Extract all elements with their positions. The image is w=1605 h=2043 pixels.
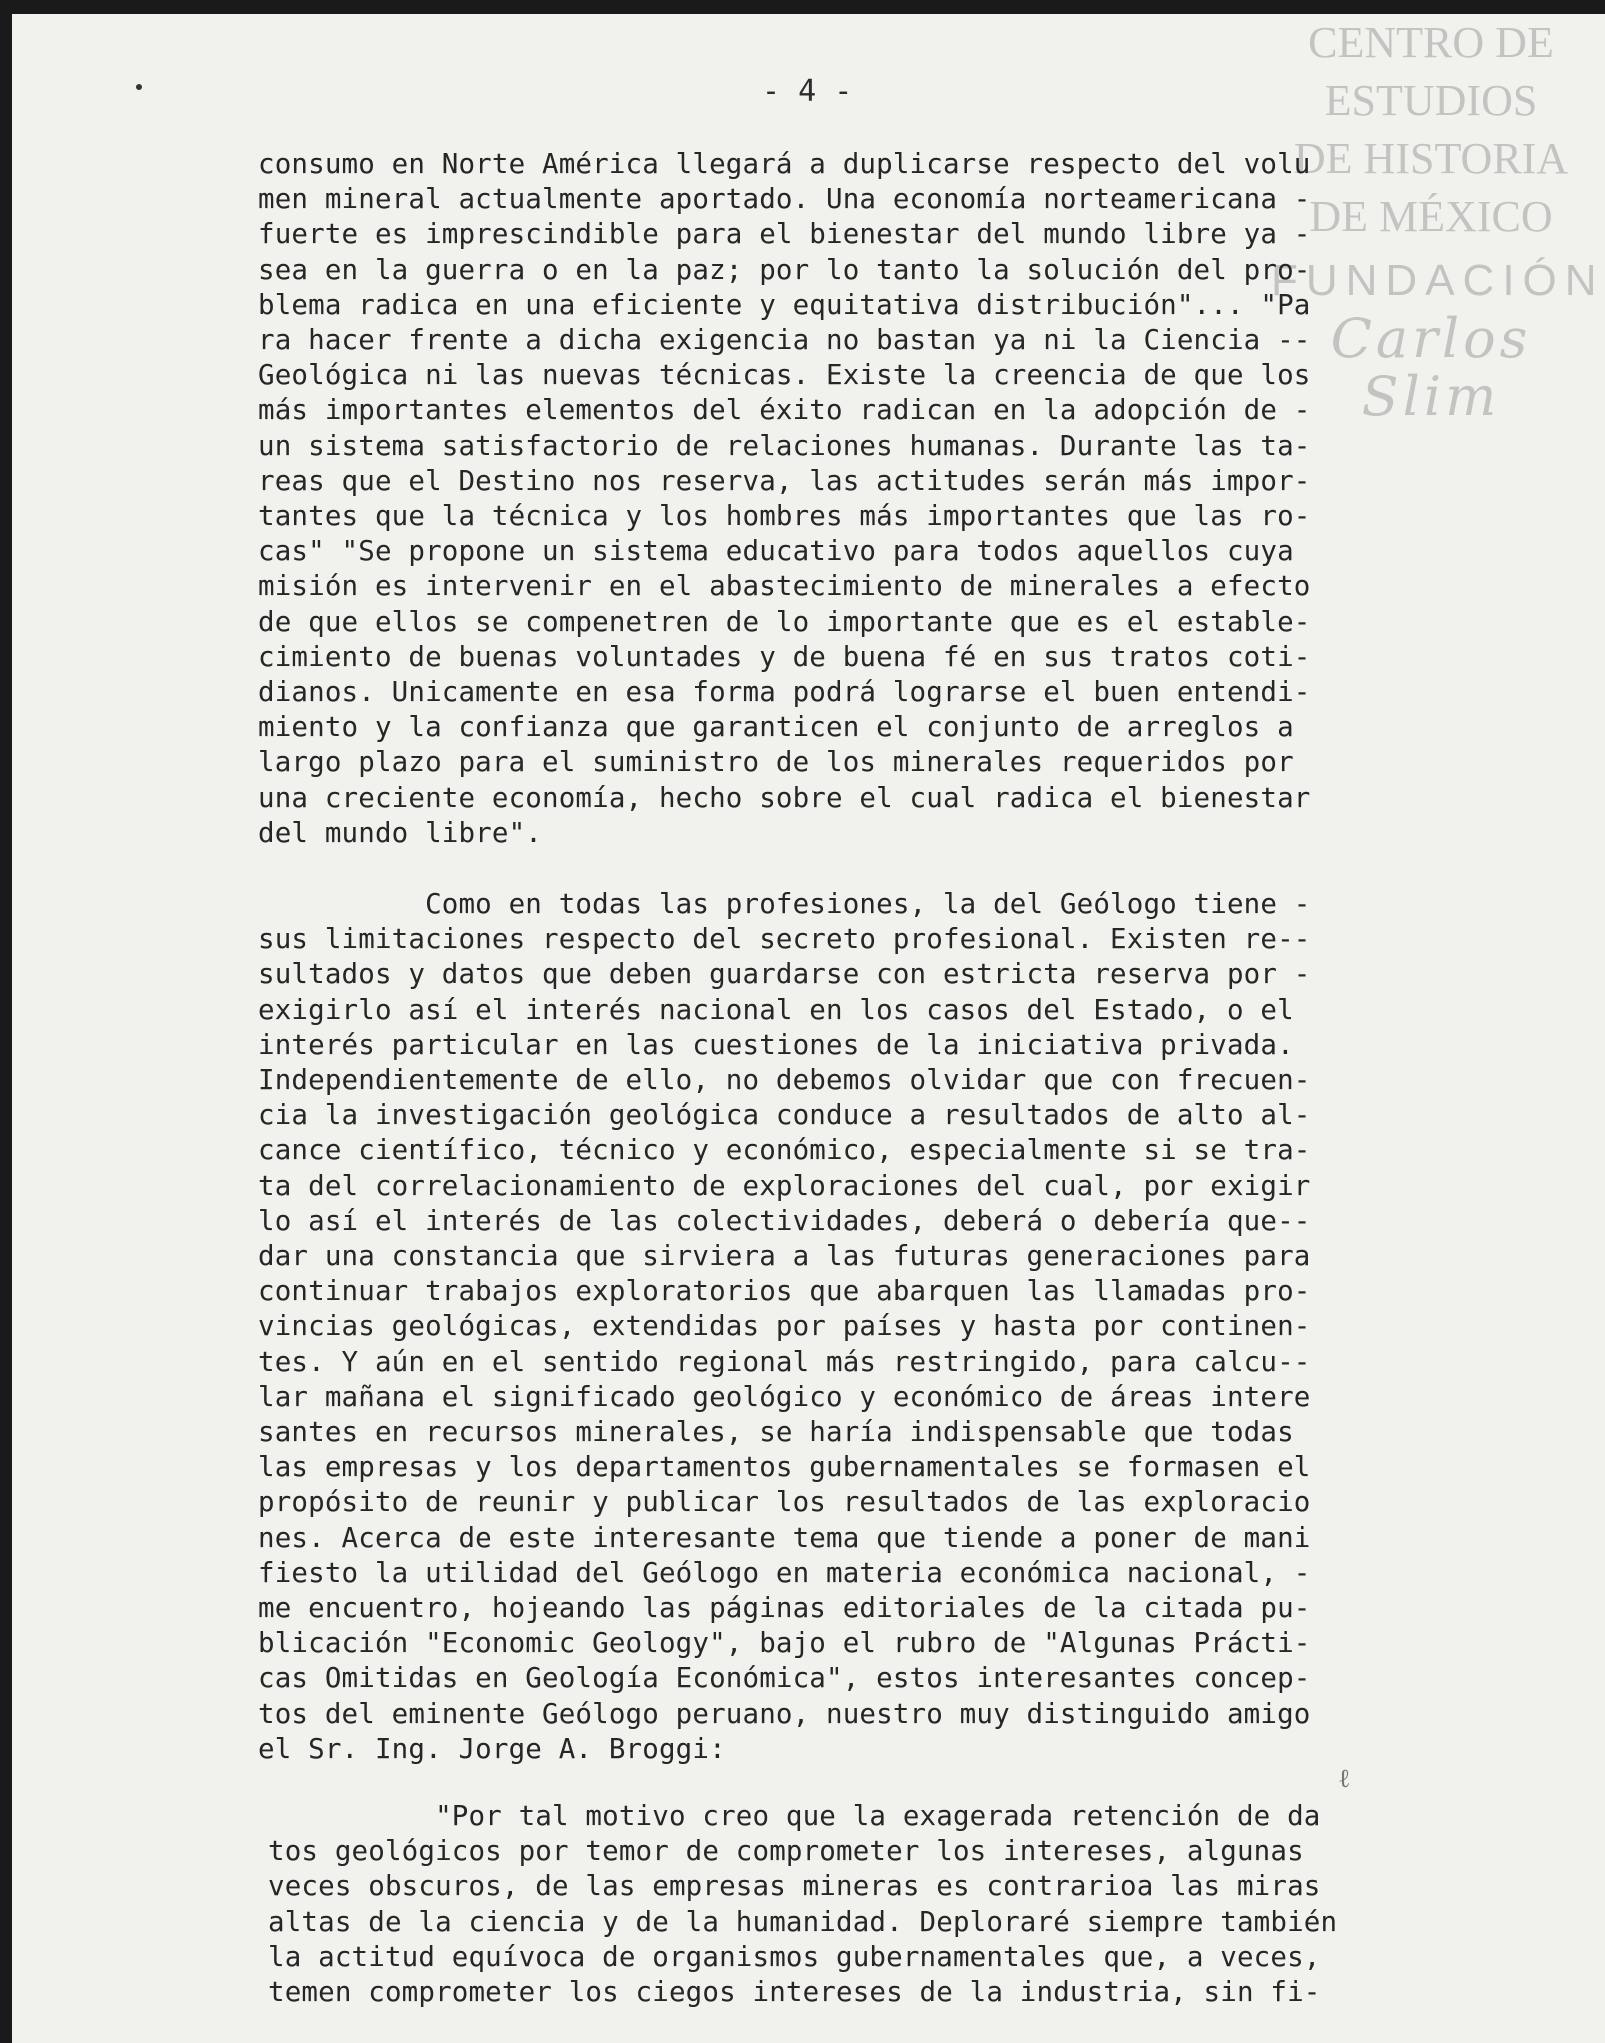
text-line: reas que el Destino nos reserva, las actitudes serán más impor-: [258, 464, 1311, 497]
text-line: un sistema satisfactorio de relaciones humanas. Durante las ta-: [258, 429, 1311, 462]
text-line: interés particular en las cuestiones de la iniciativa privada.: [258, 1028, 1294, 1061]
text-line: Independientemente de ello, no debemos olvidar que con frecuen-: [258, 1064, 1311, 1097]
text-line: dar una constancia que sirviera a las futuras generaciones para: [258, 1240, 1311, 1273]
text-line: "Por tal motivo creo que la exagerada retención de da: [268, 1800, 1321, 1832]
text-line: santes en recursos minerales, se haría indispensable que todas: [258, 1416, 1294, 1449]
text-line: sultados y datos que deben guardarse con estricta reserva por -: [258, 958, 1311, 991]
text-line: miento y la confianza que garanticen el conjunto de arreglos a: [258, 711, 1294, 744]
text-line: blicación "Economic Geology", bajo el rubro de "Algunas Prácti-: [258, 1627, 1311, 1660]
text-line: más importantes elementos del éxito radican en la adopción de -: [258, 394, 1311, 427]
text-line: exigirlo así el interés nacional en los casos del Estado, o el: [258, 993, 1294, 1026]
text-line: cance científico, técnico y económico, especialmente si se tra-: [258, 1134, 1311, 1167]
text-line: cas Omitidas en Geología Económica", estos interesantes concep-: [258, 1662, 1311, 1695]
text-line: misión es intervenir en el abastecimiento de minerales a efecto: [258, 570, 1311, 603]
text-line: cimiento de buenas voluntades y de buena fé en sus tratos coti-: [258, 640, 1311, 673]
text-line: lo así el interés de las colectividades, deberá o debería que--: [258, 1204, 1311, 1237]
text-line: vincias geológicas, extendidas por países y hasta por continen-: [258, 1310, 1311, 1343]
watermark-line: ESTUDIOS: [1324, 76, 1538, 125]
document-page: [12, 14, 1605, 2043]
text-line: blema radica en una eficiente y equitativa distribución"... "Pa: [258, 288, 1311, 321]
text-line: Geológica ni las nuevas técnicas. Existe la creencia de que los: [258, 359, 1311, 392]
watermark-signature: Carlos Slim: [1330, 307, 1532, 428]
text-line: fuerte es imprescindible para el bienestar del mundo libre ya -: [258, 218, 1311, 251]
text-line: fiesto la utilidad del Geólogo en materia económica nacional, -: [258, 1556, 1311, 1589]
text-line: sus limitaciones respecto del secreto profesional. Existen re--: [258, 923, 1311, 956]
text-line: propósito de reunir y publicar los resultados de las exploracio: [258, 1486, 1311, 1519]
text-line: consumo en Norte América llegará a duplicarse respecto del volu: [258, 148, 1311, 180]
text-line: dianos. Unicamente en esa forma podrá lograrse el buen entendi-: [258, 676, 1311, 709]
watermark-line: CENTRO DE: [1308, 18, 1554, 67]
margin-mark: ℓ: [1338, 1764, 1351, 1794]
text-line: tes. Y aún en el sentido regional más restringido, para calcu--: [258, 1345, 1311, 1378]
text-line: ta del correlacionamiento de exploraciones del cual, por exigir: [258, 1169, 1311, 1202]
text-line: de que ellos se compenetren de lo importante que es el estable-: [258, 605, 1311, 638]
watermark-line: DE HISTORIA: [1293, 134, 1569, 183]
text-line: la actitud equívoca de organismos gubernamentales que, a veces,: [268, 1940, 1321, 1973]
text-line: largo plazo para el suministro de los minerales requeridos por: [258, 746, 1294, 779]
text-line: las empresas y los departamentos gubernamentales se formasen el: [258, 1451, 1311, 1484]
text-line: una creciente economía, hecho sobre el cual radica el bienestar: [258, 781, 1311, 814]
text-line: men mineral actualmente aportado. Una economía norteamericana -: [258, 183, 1311, 216]
text-line: temen comprometer los ciegos intereses de la industria, sin fi-: [268, 1976, 1321, 2009]
text-line: tos geológicos por temor de comprometer los intereses, algunas: [268, 1835, 1304, 1868]
text-line: continuar trabajos exploratorios que abarquen las llamadas pro-: [258, 1275, 1311, 1308]
text-line: tantes que la técnica y los hombres más importantes que las ro-: [258, 500, 1311, 533]
watermark-line: DE MÉXICO: [1309, 192, 1553, 241]
text-line: sea en la guerra o en la paz; por lo tanto la solución del pro-: [258, 253, 1311, 286]
text-line: ra hacer frente a dicha exigencia no bastan ya ni la Ciencia --: [258, 324, 1311, 357]
paragraph-profesiones: [258, 887, 1488, 1767]
punch-dot: [136, 84, 142, 90]
text-line: tos del eminente Geólogo peruano, nuestro muy distinguido amigo: [258, 1697, 1311, 1730]
paragraph-consumo: [258, 147, 1488, 851]
paragraph-quote-broggi: [268, 1799, 1498, 2010]
text-line: me encuentro, hojeando las páginas editoriales de la citada pu-: [258, 1592, 1311, 1625]
text-line: nes. Acerca de este interesante tema que tiende a poner de mani: [258, 1521, 1311, 1554]
text-line: del mundo libre".: [258, 816, 543, 849]
text-line: altas de la ciencia y de la humanidad. Deploraré siempre también: [268, 1905, 1338, 1938]
text-line: lar mañana el significado geológico y económico de áreas intere: [258, 1380, 1311, 1413]
page-number: - 4 -: [762, 74, 853, 109]
text-line: el Sr. Ing. Jorge A. Broggi:: [258, 1732, 726, 1765]
text-line: cas" "Se propone un sistema educativo para todos aquellos cuya: [258, 535, 1294, 568]
text-line: Como en todas las profesiones, la del Geólogo tiene -: [258, 888, 1311, 920]
watermark-foundation: FUNDACIÓN: [1271, 256, 1605, 305]
text-line: cia la investigación geológica conduce a resultados de alto al-: [258, 1099, 1311, 1132]
text-line: veces obscuros, de las empresas mineras es contrarioa las miras: [268, 1870, 1321, 1903]
